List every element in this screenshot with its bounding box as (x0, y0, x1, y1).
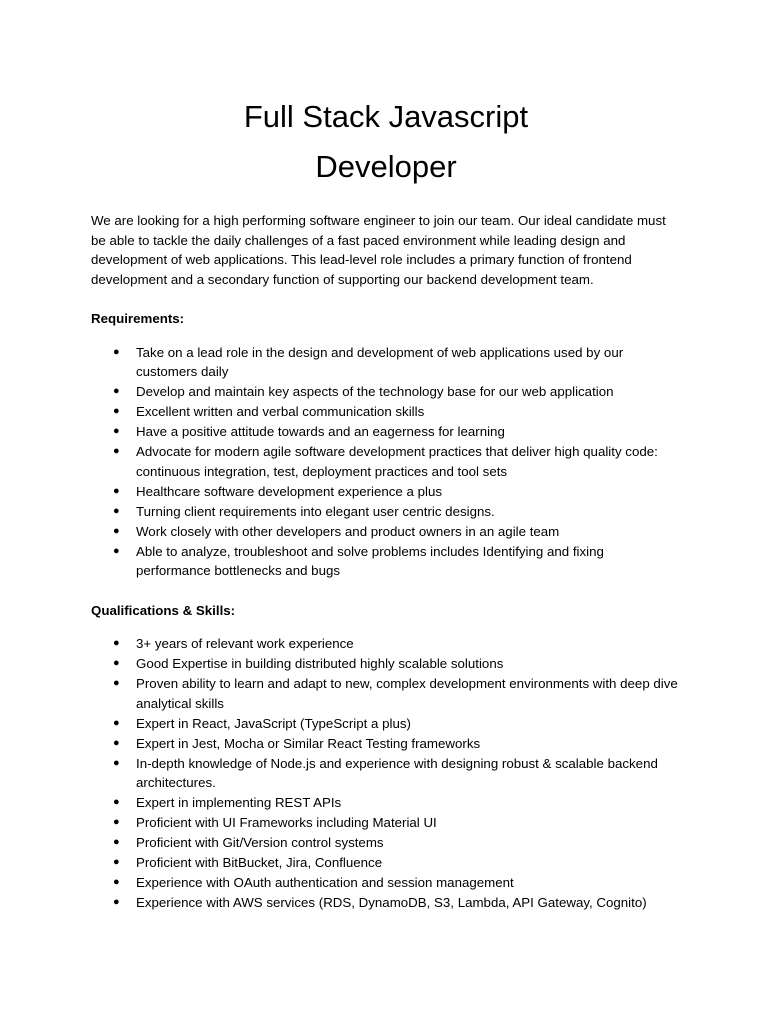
qualification-item-text: Proficient with BitBucket, Jira, Confluence (136, 855, 383, 870)
qualification-item-text: Expert in implementing REST APIs (136, 795, 342, 810)
intro-paragraph: We are looking for a high performing software engineer to join our team. Our ideal candidate must be able to tackle the daily challenges of a fast paced environment while leading design and development of web applications. This lead-level role includes a primary function of frontend development and a secondary function of supporting our backend development team. (91, 213, 666, 287)
bullet-icon: ● (113, 716, 120, 729)
qualification-item (91, 833, 681, 853)
requirement-item (91, 482, 681, 502)
qualification-item-text: Expert in Jest, Mocha or Similar React Testing frameworks (136, 735, 481, 751)
bullet-icon: ● (113, 484, 120, 497)
bullet-icon: ● (113, 544, 120, 557)
bullet-icon: ● (113, 836, 120, 848)
bullet-icon: ● (113, 896, 120, 908)
requirement-item-text: Healthcare software development experience a plus (136, 483, 443, 499)
qualifications-heading: Qualifications & Skills: (91, 602, 236, 618)
qualification-item (91, 714, 681, 734)
requirements-list (91, 343, 681, 581)
bullet-icon: ● (113, 657, 120, 669)
qualification-item-text: Experience with AWS services (RDS, DynamoDB, S3, Lambda, API Gateway, Cognito) (136, 895, 647, 910)
requirement-item-text: Develop and maintain key aspects of the technology base for our web application (136, 384, 614, 399)
bullet-icon: ● (113, 736, 120, 749)
requirement-item-text: Turning client requirements into elegant user centric designs. (136, 503, 495, 519)
qualification-item-text: Proficient with UI Frameworks including Material UI (136, 815, 437, 830)
bullet-icon: ● (113, 385, 120, 397)
requirement-item (91, 442, 681, 481)
bullet-icon: ● (113, 816, 120, 828)
qualification-item (91, 654, 681, 674)
qualification-item (91, 813, 681, 833)
qualification-item-text: Expert in React, JavaScript (TypeScript a plus) (136, 715, 411, 731)
requirement-item-text: Work closely with other developers and product owners in an agile team (136, 523, 560, 539)
qualification-item-text: Good Expertise in building distributed highly scalable solutions (136, 656, 504, 671)
bullet-icon: ● (113, 345, 120, 358)
qualification-item (91, 873, 681, 893)
qualification-item (91, 734, 681, 754)
requirement-item (91, 522, 681, 542)
title-line-1: Full Stack Javascript (243, 99, 529, 134)
qualification-item (91, 754, 681, 793)
requirement-item-text: Able to analyze, troubleshoot and solve problems includes Identifying and fixing performance bottlenecks and bugs (136, 543, 604, 578)
bullet-icon: ● (113, 524, 120, 537)
bullet-icon: ● (113, 796, 120, 808)
requirements-heading: Requirements: (91, 311, 185, 326)
qualification-item-text: Proven ability to learn and adapt to new, complex development environments with deep dive analytical skills (136, 676, 678, 711)
page-title (91, 92, 681, 192)
requirement-item-text: Advocate for modern agile software development practices that deliver high quality code: continuous integration, test, deployment practices and tool sets (136, 444, 658, 479)
bullet-icon: ● (113, 756, 120, 769)
requirement-item (91, 402, 681, 422)
requirement-item (91, 382, 681, 402)
requirement-item (91, 542, 681, 581)
qualification-item (91, 893, 681, 913)
bullet-icon: ● (113, 856, 120, 868)
qualification-item (91, 634, 681, 654)
qualification-item-text: 3+ years of relevant work experience (136, 636, 354, 651)
requirement-item-text: Take on a lead role in the design and development of web applications used by our customers daily (136, 344, 624, 379)
bullet-icon: ● (113, 504, 120, 517)
bullet-icon: ● (113, 445, 120, 457)
requirement-item (91, 422, 681, 442)
qualification-item-text: In-depth knowledge of Node.js and experience with designing robust & scalable backend architectures. (136, 755, 658, 790)
requirement-item-text: Have a positive attitude towards and an eagerness for learning (136, 424, 505, 439)
bullet-icon: ● (113, 677, 120, 689)
qualification-item-text: Proficient with Git/Version control systems (136, 835, 384, 850)
qualification-item (91, 793, 681, 813)
bullet-icon: ● (113, 405, 120, 417)
bullet-icon: ● (113, 425, 120, 437)
qualification-item (91, 853, 681, 873)
requirement-item (91, 502, 681, 522)
bullet-icon: ● (113, 637, 120, 649)
qualifications-list (91, 634, 681, 913)
requirement-item-text: Excellent written and verbal communication skills (136, 404, 425, 419)
requirement-item (91, 343, 681, 382)
qualification-item (91, 674, 681, 713)
qualification-item-text: Experience with OAuth authentication and session management (136, 875, 514, 890)
title-line-2: Developer (315, 149, 457, 184)
bullet-icon: ● (113, 876, 120, 888)
